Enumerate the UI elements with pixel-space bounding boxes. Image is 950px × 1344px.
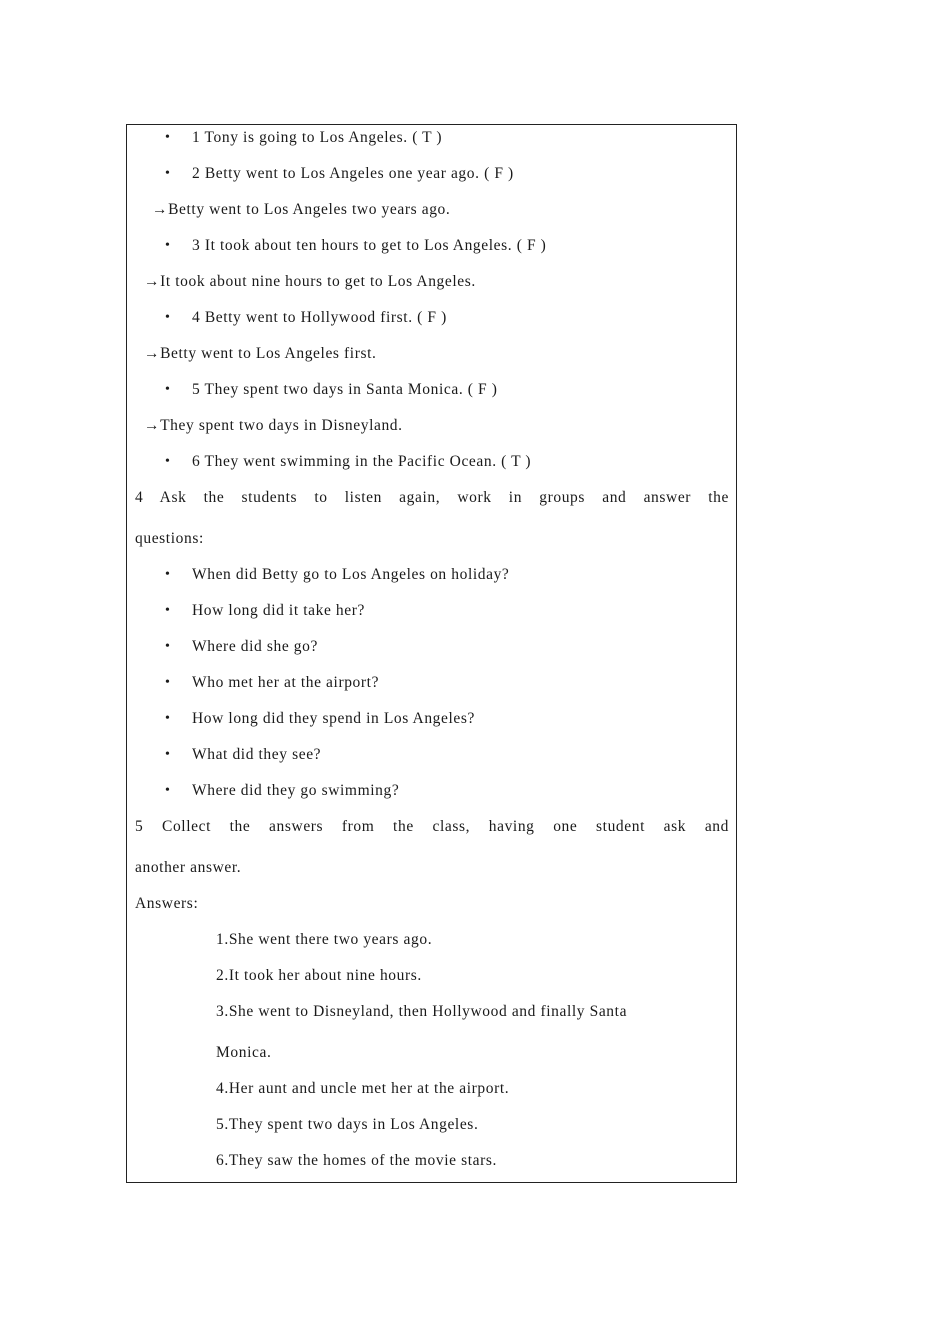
tf-item-3: 3 It took about ten hours to get to Los Angeles. ( F ) xyxy=(192,237,547,254)
tf-item-6: 6 They went swimming in the Pacific Ocean. ( T ) xyxy=(192,453,532,470)
bullet: • xyxy=(165,382,170,397)
tf-item-4: 4 Betty went to Hollywood first. ( F ) xyxy=(192,309,447,326)
bullet: • xyxy=(165,603,170,618)
step4-instruction: 4 Ask the students to listen again, work in groups and answer the xyxy=(135,489,729,506)
tf-item-5: 5 They spent two days in Santa Monica. ( F ) xyxy=(192,381,498,398)
bullet: • xyxy=(165,711,170,726)
tf-item-2: 2 Betty went to Los Angeles one year ago. ( F ) xyxy=(192,165,514,182)
step5-instruction: 5 Collect the answers from the class, having one student ask and xyxy=(135,818,729,835)
bullet: • xyxy=(165,639,170,654)
question-2: How long did it take her? xyxy=(192,602,365,619)
question-3: Where did she go? xyxy=(192,638,318,655)
bullet: • xyxy=(165,675,170,690)
bullet: • xyxy=(165,310,170,325)
bullet: • xyxy=(165,166,170,181)
tf-item-1: 1 Tony is going to Los Angeles. ( T ) xyxy=(192,129,443,146)
tf-correction-4: →Betty went to Los Angeles first. xyxy=(144,345,377,362)
answer-4: 4.Her aunt and uncle met her at the airport. xyxy=(216,1080,510,1097)
answer-1: 1.She went there two years ago. xyxy=(216,931,433,948)
question-1: When did Betty go to Los Angeles on holiday? xyxy=(192,566,510,583)
question-7: Where did they go swimming? xyxy=(192,782,400,799)
tf-correction-5: →They spent two days in Disneyland. xyxy=(144,417,403,434)
bullet: • xyxy=(165,783,170,798)
question-4: Who met her at the airport? xyxy=(192,674,380,691)
bullet: • xyxy=(165,454,170,469)
tf-correction-3: →It took about nine hours to get to Los Angeles. xyxy=(144,273,476,290)
answer-5: 5.They spent two days in Los Angeles. xyxy=(216,1116,479,1133)
bullet: • xyxy=(165,567,170,582)
tf-correction-2: →Betty went to Los Angeles two years ago. xyxy=(152,201,451,218)
answer-3: 3.She went to Disneyland, then Hollywood and finally Santa xyxy=(216,1003,628,1020)
answer-3-cont: Monica. xyxy=(216,1044,272,1061)
answer-6: 6.They saw the homes of the movie stars. xyxy=(216,1152,497,1169)
step4-instruction-cont: questions: xyxy=(135,530,204,547)
bullet: • xyxy=(165,130,170,145)
question-5: How long did they spend in Los Angeles? xyxy=(192,710,475,727)
answer-2: 2.It took her about nine hours. xyxy=(216,967,422,984)
bullet: • xyxy=(165,747,170,762)
answers-label: Answers: xyxy=(135,895,199,912)
bullet: • xyxy=(165,238,170,253)
question-6: What did they see? xyxy=(192,746,322,763)
step5-instruction-cont: another answer. xyxy=(135,859,242,876)
